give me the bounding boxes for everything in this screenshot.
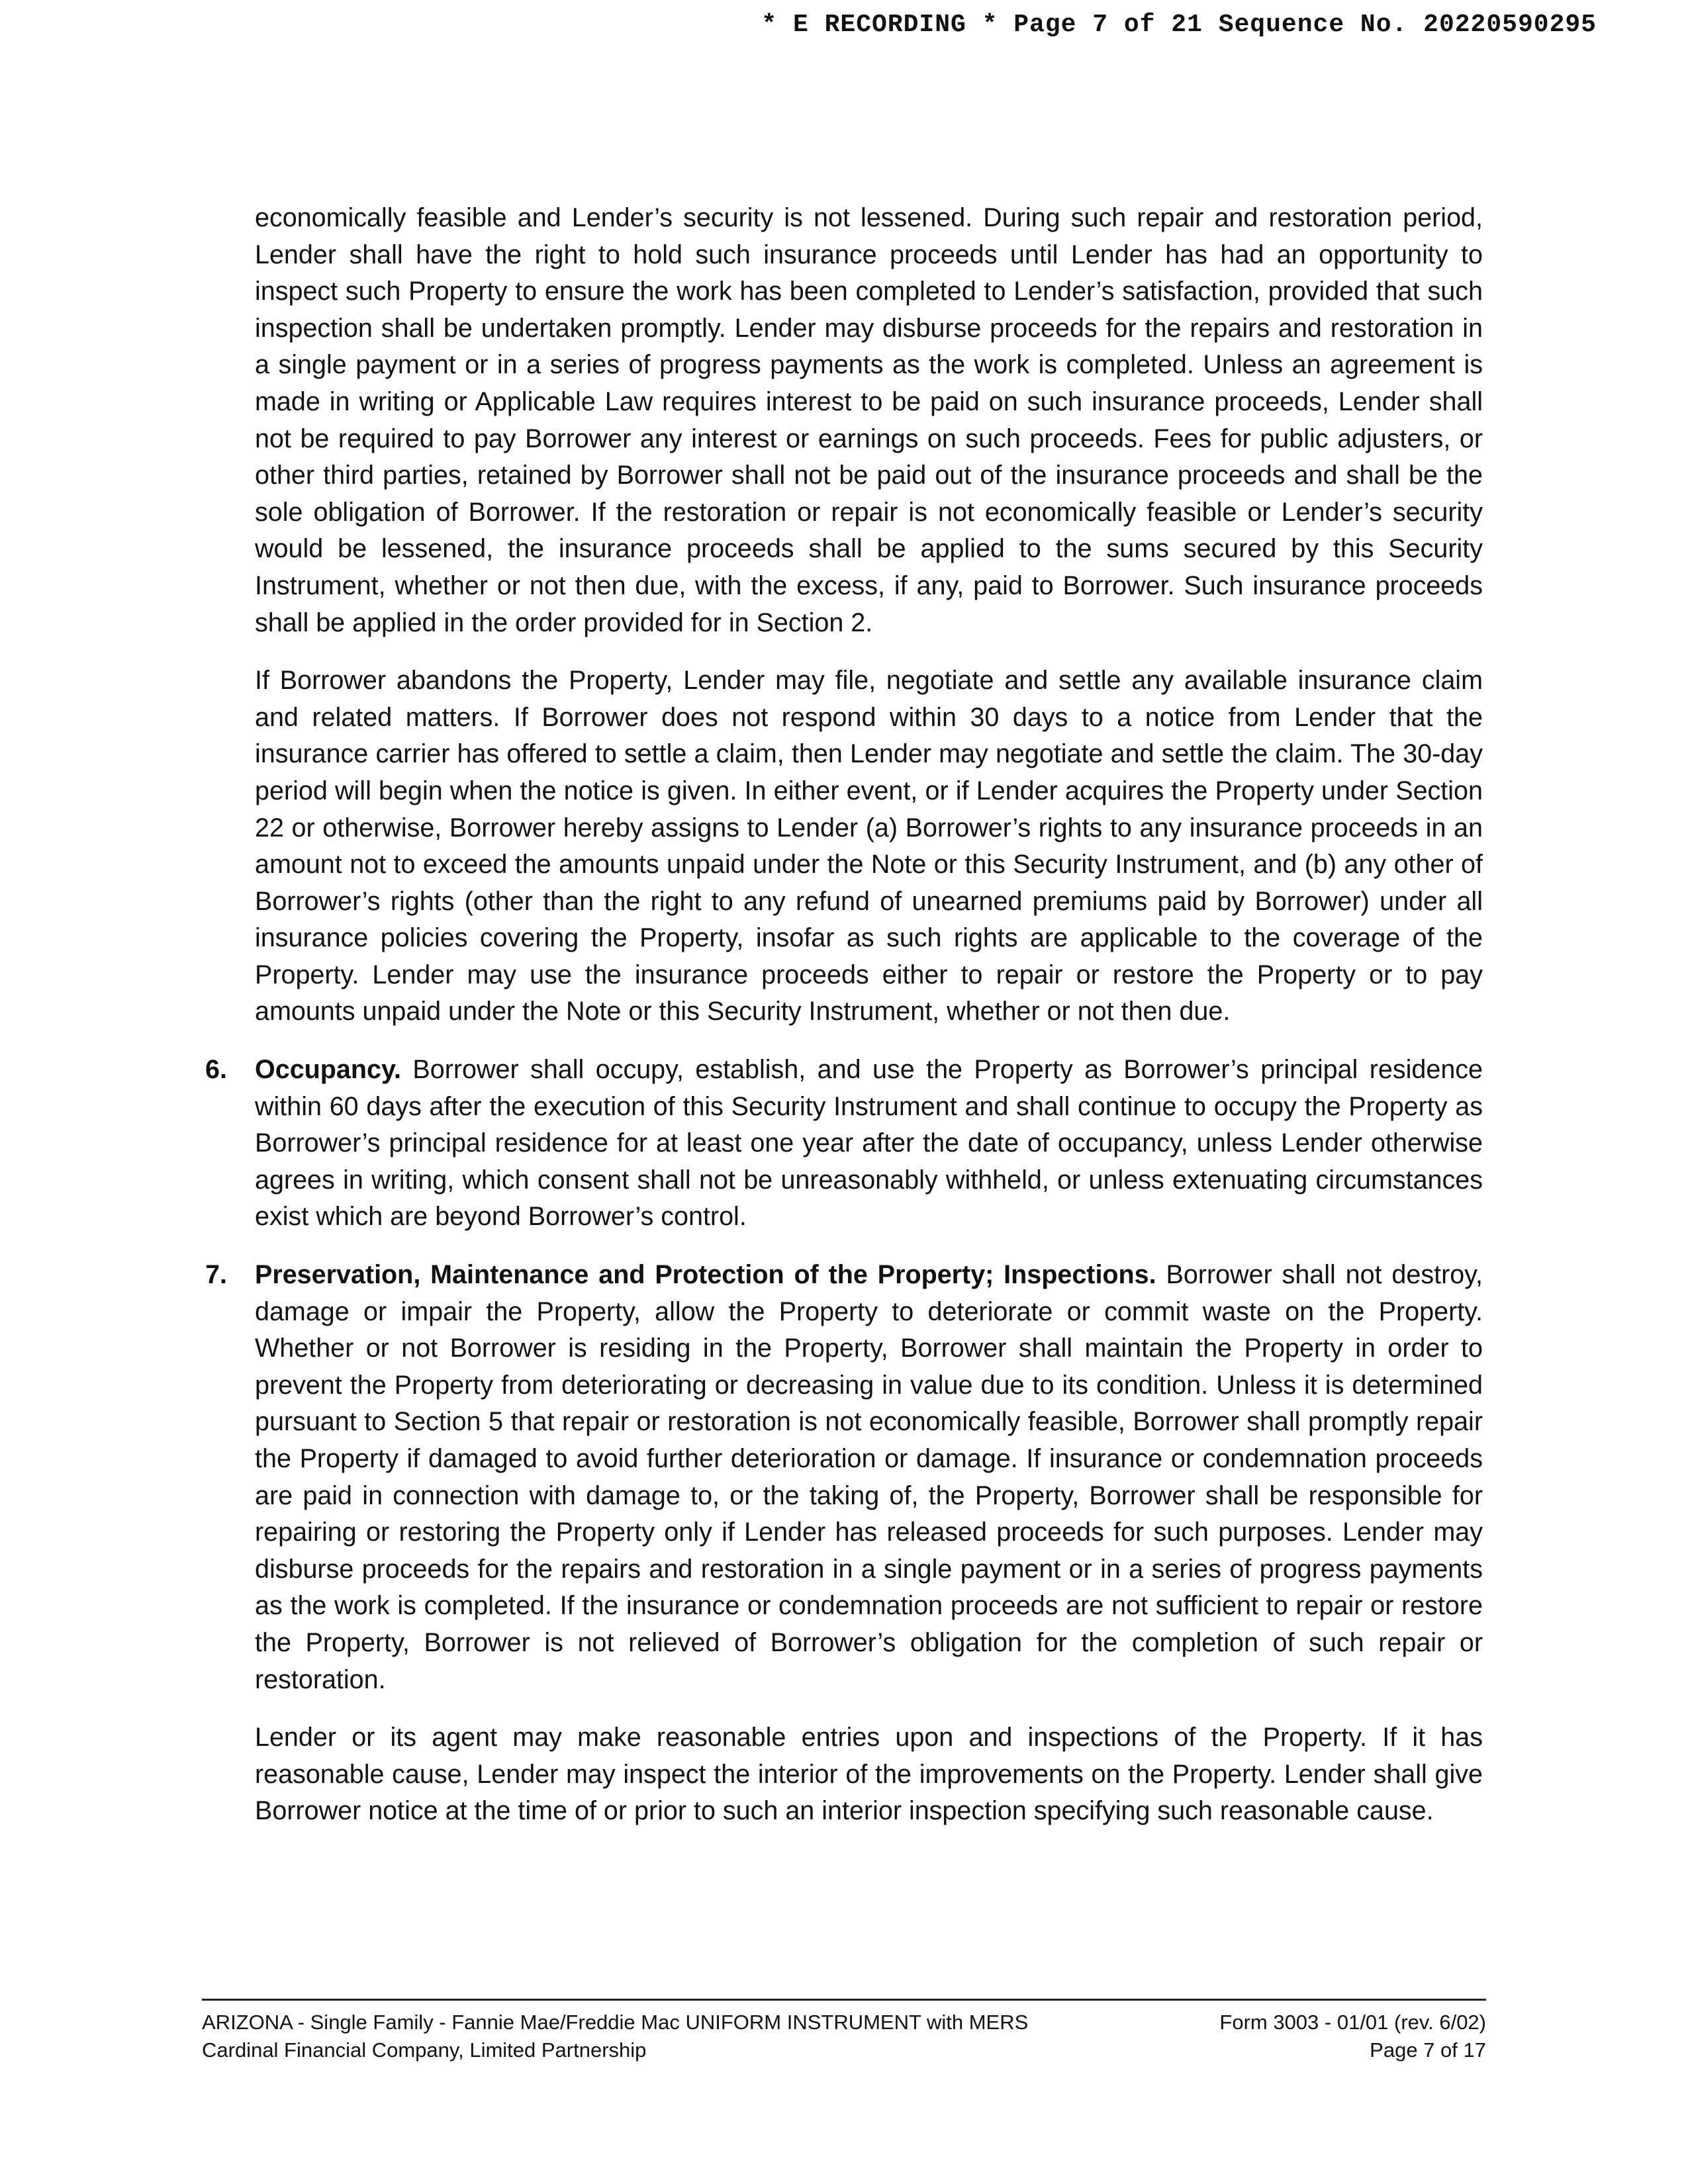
recording-stamp: * E RECORDING * Page 7 of 21 Sequence No. 20220590295 [761, 11, 1597, 39]
footer-row [202, 2036, 1486, 2064]
section-body: Borrower shall not destroy, damage or impair the Property, allow the Property to deteriorate or commit waste on the Property. Whether or not Borrower is residing in the Property, Borrower shall maintain the Property in order to prevent the Property from deteriorating or decreasing in value due to its condition. Unless it is determined pursuant to Section 5 that repair or restoration is not economically feasible, Borrower shall promptly repair the Property if damaged to avoid further deterioration or damage. If insurance or condemnation proceeds are paid in connection with damage to, or the taking of, the Property, Borrower shall be responsible for repairing or restoring the Property only if Lender has released proceeds for such purposes. Lender may disburse proceeds for the repairs and restoration in a single payment or in a series of progress payments as the work is completed. If the insurance or condemnation proceeds are not sufficient to repair or restore the Property, Borrower is not relieved of Borrower’s obligation for the completion of such repair or restoration. [255, 1260, 1483, 1694]
section-number: 6. [205, 1055, 227, 1085]
document-body [205, 200, 1483, 1851]
footer-page-number: Page 7 of 17 [1370, 2038, 1486, 2062]
footer-lender: Cardinal Financial Company, Limited Partnership [202, 2038, 647, 2062]
section-7-preservation [205, 1257, 1483, 1698]
section-6-occupancy [205, 1052, 1483, 1236]
paragraph-inspections: Lender or its agent may make reasonable entries upon and inspections of the Property. If it has reasonable cause, Lender may inspect the interior of the improvements on the Property. Lender shall give Borrower notice at the time of or prior to such an interior inspection specifying such reasonable cause. [255, 1723, 1483, 1826]
section-body: Borrower shall occupy, establish, and use the Property as Borrower’s principal residence within 60 days after the execution of this Security Instrument and shall continue to occupy the Property as Borrower’s principal residence for at least one year after the date of occupancy, unless Lender otherwise agrees in writing, which consent shall not be unreasonably withheld, or unless extenuating circumstances exist which are beyond Borrower’s control. [255, 1055, 1483, 1232]
section-text [255, 1052, 1483, 1236]
section-heading: Occupancy. [255, 1055, 401, 1085]
paragraph-abandonment: If Borrower abandons the Property, Lender may file, negotiate and settle any available insurance claim and related matters. If Borrower does not respond within 30 days to a notice from Lender that the insurance carrier has offered to settle a claim, then Lender may negotiate and settle the claim. The 30-day period will begin when the notice is given. In either event, or if Lender acquires the Property under Section 22 or otherwise, Borrower hereby assigns to Lender (a) Borrower’s rights to any insurance proceeds in an amount not to exceed the amounts unpaid under the Note or this Security Instrument, and (b) any other of Borrower’s rights (other than the right to any refund of unearned premiums paid by Borrower) under all insurance policies covering the Property, insofar as such rights are applicable to the coverage of the Property. Lender may use the insurance proceeds either to repair or restore the Property or to pay amounts unpaid under the Note or this Security Instrument, whether or not then due. [255, 666, 1483, 1026]
paragraph-insurance-repair: economically feasible and Lender’s security is not lessened. During such repair and restoration period, Lender shall have the right to hold such insurance proceeds until Lender has had an opportunity to inspect such Property to ensure the work has been completed to Lender’s satisfaction, provided that such inspection shall be undertaken promptly. Lender may disburse proceeds for the repairs and restoration in a single payment or in a series of progress payments as the work is completed. Unless an agreement is made in writing or Applicable Law requires interest to be paid on such insurance proceeds, Lender shall not be required to pay Borrower any interest or earnings on such proceeds. Fees for public adjusters, or other third parties, retained by Borrower shall not be paid out of the insurance proceeds and shall be the sole obligation of Borrower. If the restoration or repair is not economically feasible or Lender’s security would be lessened, the insurance proceeds shall be applied to the sums secured by this Security Instrument, whether or not then due, with the excess, if any, paid to Borrower. Such insurance proceeds shall be applied in the order provided for in Section 2. [255, 203, 1483, 637]
section-heading: Preservation, Maintenance and Protection of the Property; Inspections. [255, 1260, 1156, 1290]
footer-form-number: Form 3003 - 01/01 (rev. 6/02) [1219, 2011, 1486, 2034]
footer-form-title: ARIZONA - Single Family - Fannie Mae/Freddie Mac UNIFORM INSTRUMENT with MERS [202, 2011, 1029, 2034]
footer-row [202, 2009, 1486, 2036]
section-number: 7. [205, 1260, 227, 1290]
page-footer [202, 1999, 1486, 2064]
section-text [255, 1257, 1483, 1698]
